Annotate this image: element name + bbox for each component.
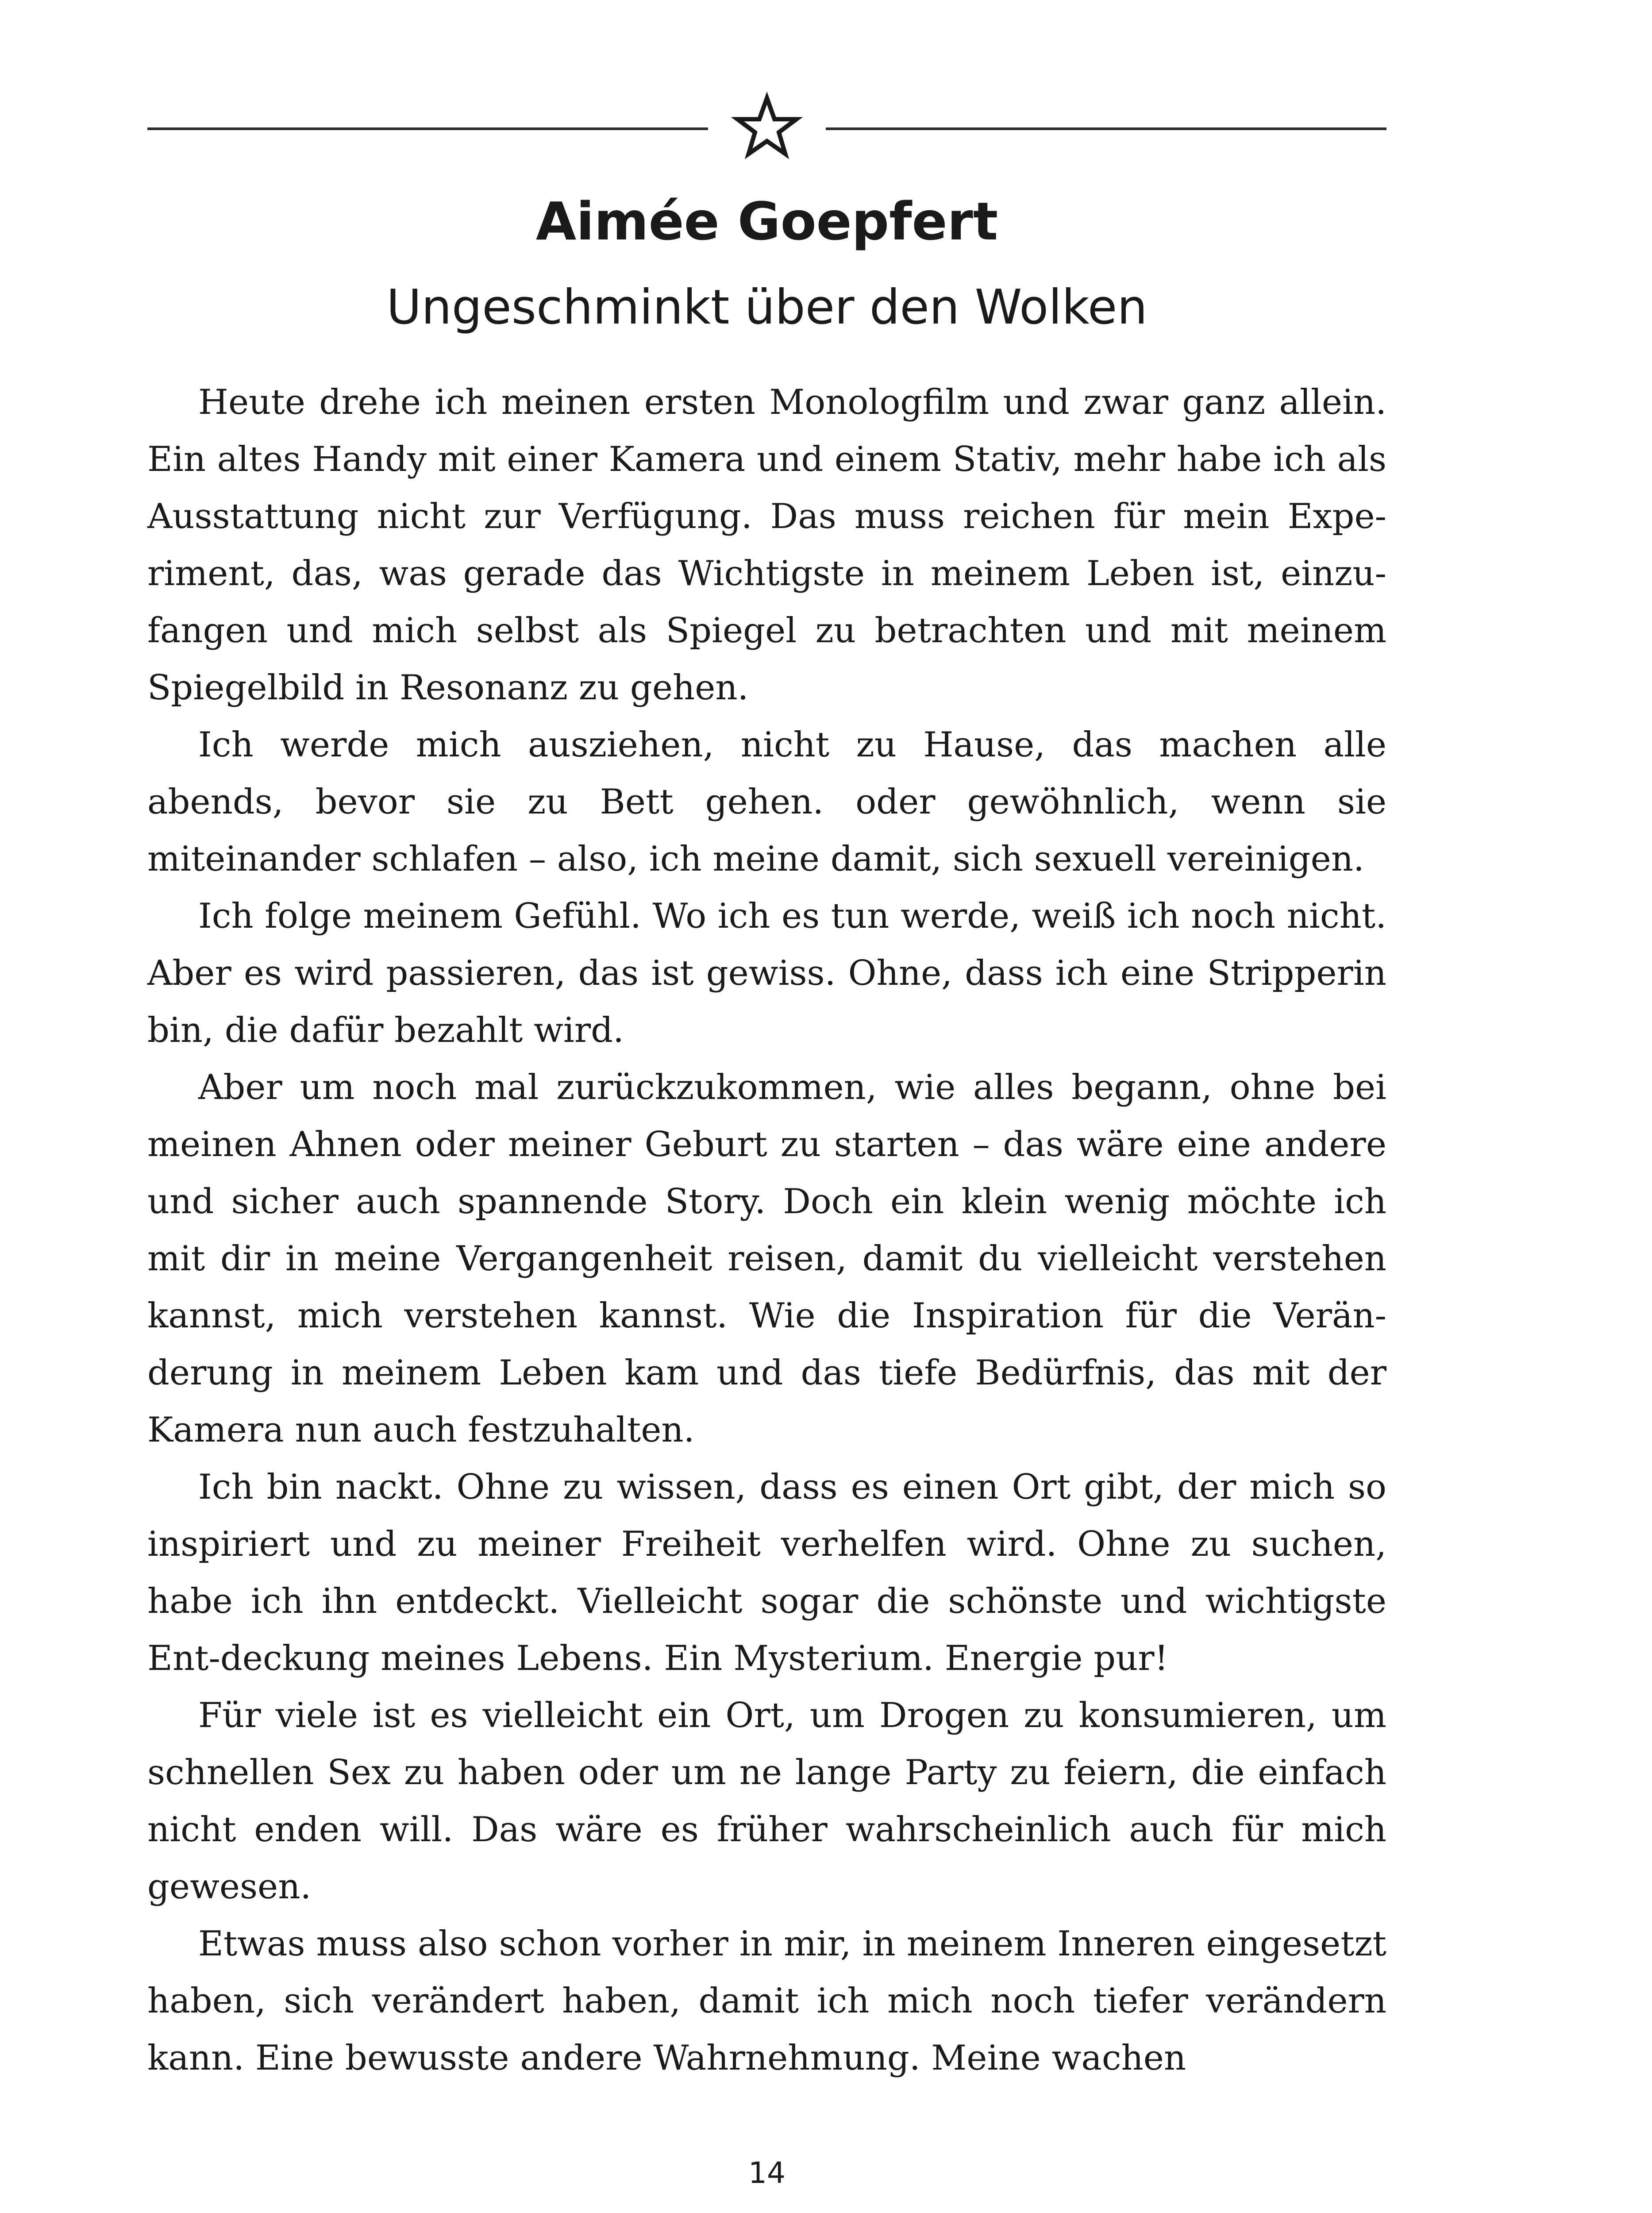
paragraph: Ich werde mich ausziehen, nicht zu Hause, das machen alle abends, bevor sie zu Bett gehen. oder gewöhnlich, wenn sie miteinander schlafen – also, ich meine damit, sich sexuell vereinigen. xyxy=(147,725,1386,879)
divider-left xyxy=(147,127,708,130)
chapter-title: Ungeschminkt über den Wolken xyxy=(386,280,1148,335)
star-outline-icon xyxy=(727,89,807,168)
divider-right xyxy=(826,127,1386,130)
paragraph: Aber um noch mal zurückzukommen, wie alles begann, ohne bei meinen Ahnen oder meiner Geburt zu starten – das wäre eine andere und sicher auch spannende Story. Doch ein klein wenig möchte ich mit dir in meine Vergangenheit reisen, damit du vielleicht verstehen kannst, mich verstehen kannst. Wie die Inspiration für die Veränderung in meinem Leben kam und das tiefe Bedürfnis, das mit der Kamera nun auch festzuhalten. xyxy=(147,1068,1386,1450)
header-ornament xyxy=(147,89,1386,168)
paragraph: Etwas muss also schon vorher in mir, in meinem Inneren eingesetzt haben, sich verändert haben, damit ich mich noch tiefer verändern kann. Eine bewusste andere Wahrnehmung. Meine wachen xyxy=(147,1924,1386,2078)
author-name: Aimée Goepfert xyxy=(535,191,998,252)
paragraph: Ich folge meinem Gefühl. Wo ich es tun werde, weiß ich noch nicht. Aber es wird passieren, das ist gewiss. Ohne, dass ich eine Stripperin bin, die dafür bezahlt wird. xyxy=(147,896,1386,1050)
paragraph: Für viele ist es vielleicht ein Ort, um Drogen zu konsumieren, um schnellen Sex zu haben oder um ne lange Party zu feiern, die einfach nicht enden will. Das wäre es früher wahrscheinlich auch für mich gewesen. xyxy=(147,1696,1386,1907)
paragraph: Ich bin nackt. Ohne zu wissen, dass es einen Ort gibt, der mich so inspiriert und zu meiner Freiheit verhelfen wird. Ohne zu suchen, habe ich ihn entdeckt. Vielleicht sogar die schönste und wichtigste Ent-deckung meines Lebens. Ein Mysterium. Energie pur! xyxy=(147,1467,1386,1678)
page-number: 14 xyxy=(748,2156,786,2190)
paragraph: Heute drehe ich meinen ersten Monologfilm und zwar ganz allein. Ein altes Handy mit einer Kamera und einem Stativ, mehr habe ich als Ausstattung nicht zur Verfügung. Das muss reichen für mein Experiment, das, was gerade das Wichtigste in meinem Leben ist, einzufangen und mich selbst als Spiegel zu betrachten und mit meinem Spiegelbild in Resonanz zu gehen. xyxy=(147,382,1386,708)
body-text xyxy=(147,374,1386,2087)
